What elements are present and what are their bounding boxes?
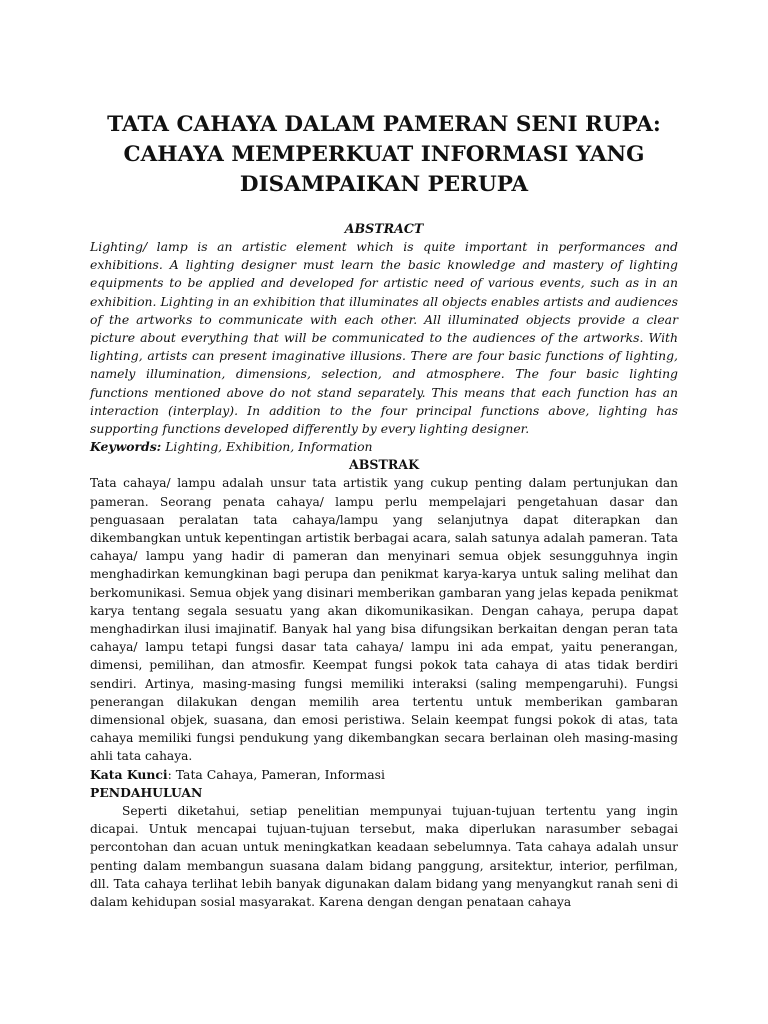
document-page [90,110,678,911]
kata-kunci [90,766,678,784]
pendahuluan-heading: PENDAHULUAN [90,784,203,800]
kata-kunci-value: : Tata Cahaya, Pameran, Informasi [167,766,385,782]
title-line-2: CAHAYA MEMPERKUAT INFORMASI YANG [123,142,645,167]
abstract-text: Lighting/ lamp is an artistic element which is quite important in performances and exhibitions. A lighting designer must learn the basic knowledge and mastery of lighting equipments to be applied and developed for artistic need of various events, such as in an exhibition. Lighting in an exhibition that illuminates all objects enables artists and audiences of the artworks to communicate with each other. All illuminated objects provide a clear picture about everything that will be communicated to the audiences of the artworks. With lighting, artists can present imaginative illusions. There are four basic functions of lighting, namely illumination, dimensions, selection, and atmosphere. The four basic lighting functions mentioned above do not stand separately. This means that each function has an interaction (interplay). In addition to the four principal functions above, lighting has supporting functions developed differently by every lighting designer. [90,239,678,437]
keywords-label: Keywords: [90,439,162,455]
abstract-heading: ABSTRACT [344,221,424,236]
paper-title [90,110,678,200]
abstrak-text: Tata cahaya/ lampu adalah unsur tata artistik yang cukup penting dalam pertunjukan dan pameran. Seorang penata cahaya/ lampu perlu mempelajari pengetahuan dasar dan penguasaan peralatan tata cahaya/lampu yang selanjutnya dapat diterapkan dan dikembangkan untuk kepentingan artistik berbagai acara, salah satunya adalah pameran. Tata cahaya/ lampu yang hadir di pameran dan menyinari semua objek sesungguhnya ingin menghadirkan kemungkinan bagi perupa dan penikmat karya-karya untuk saling melihat dan berkomunikasi. Semua objek yang disinari memberikan gambaran yang jelas kepada penikmat karya tentang segala sesuatu yang akan dikomunikasikan. Dengan cahaya, perupa dapat menghadirkan ilusi imajinatif. Banyak hal yang bisa difungsikan berkaitan dengan peran tata cahaya/ lampu tetapi fungsi dasar tata cahaya/ lampu ini ada empat, yaitu penerangan, dimensi, pemilihan, dan atmosfir. Keempat fungsi pokok tata cahaya di atas tidak berdiri sendiri. Artinya, masing-masing fungsi memiliki interaksi (saling mempengaruhi). Fungsi penerangan dilakukan dengan memilih area tertentu untuk memberikan gambaran dimensional objek, suasana, dan emosi peristiwa. Selain keempat fungsi pokok di atas, tata cahaya memiliki fungsi pendukung yang dikembangkan secara berlainan oleh masing-masing ahli tata cahaya. [90,476,678,764]
keywords [90,438,678,456]
title-line-3: DISAMPAIKAN PERUPA [239,172,529,197]
abstrak-heading: ABSTRAK [348,457,420,473]
title-line-1: TATA CAHAYA DALAM PAMERAN SENI RUPA: [107,112,661,137]
kata-kunci-label: Kata Kunci [90,766,168,782]
keywords-value: Lighting, Exhibition, Information [161,439,373,455]
pendahuluan-text: Seperti diketahui, setiap penelitian mempunyai tujuan-tujuan tertentu yang ingin dicapai. Untuk mencapai tujuan-tujuan tersebut, maka diperlukan narasumber sebagai percontohan dan acuan untuk meningkatkan keadaan sebelumnya. Tata cahaya adalah unsur penting dalam membangun suasana dalam bidang panggung, arsitektur, interior, perfilman, dll. Tata cahaya terlihat lebih banyak digunakan dalam bidang yang menyangkut ranah seni di dalam kehidupan sosial masyarakat. Karena dengan dengan penataan cahaya [90,803,678,909]
